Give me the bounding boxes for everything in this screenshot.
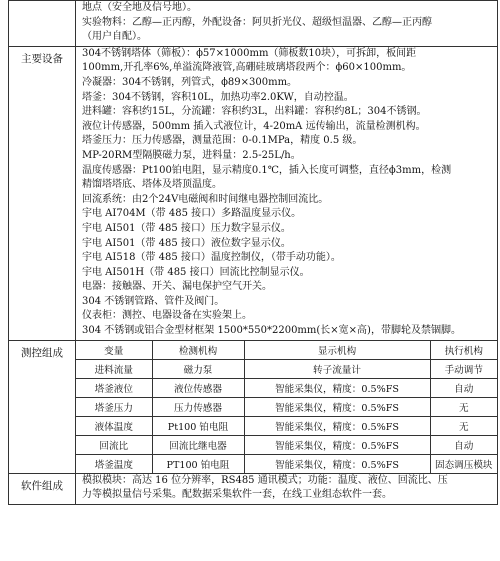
table-cell: 智能采集仪，精度：0.5%FS bbox=[244, 416, 430, 435]
table-cell: 自动 bbox=[430, 378, 497, 397]
software-line: 模拟模块：高达 16 位分辨率，RS485 通讯模式；功能：温度、液位、回流比、压 bbox=[82, 474, 448, 486]
table-cell: 液体温度 bbox=[76, 416, 152, 435]
equipment-line: 进料罐：容积约15L，分流罐：容积约3L，出料罐：容积约8L；304不锈钢。 bbox=[82, 106, 427, 118]
equipment-line: 宇电 AI501H（带 485 接口）回流比控制显示仪。 bbox=[82, 266, 310, 278]
equipment-line: 宇电 AI501（带 485 接口）压力数字显示仪。 bbox=[82, 222, 291, 234]
equipment-line: 宇电 AI501（带 485 接口）液位数字显示仪。 bbox=[82, 237, 291, 249]
top-row-label bbox=[9, 1, 76, 47]
software-text bbox=[76, 473, 498, 504]
table-cell: 智能采集仪，精度：0.5%FS bbox=[244, 454, 430, 473]
equipment-label: 主要设备 bbox=[9, 46, 76, 340]
table-cell: PT100 铂电阻 bbox=[152, 454, 244, 473]
equipment-line: 304 不锈钢或铝合金型材框架 1500*550*2200mm(长×宽×高)，带脚轮及禁锢脚。 bbox=[82, 325, 461, 337]
column-header: 执行机构 bbox=[430, 341, 497, 360]
table-cell: Pt100 铂电阻 bbox=[152, 416, 244, 435]
table-row bbox=[76, 359, 497, 378]
table-row bbox=[76, 397, 497, 416]
table-cell: 塔釜压力 bbox=[76, 397, 152, 416]
table-cell: 液位传感器 bbox=[152, 378, 244, 397]
column-header: 显示机构 bbox=[244, 341, 430, 360]
text-line: 地点（安全地及信号地）。 bbox=[82, 2, 197, 13]
table-row bbox=[76, 454, 497, 473]
column-header: 检测机构 bbox=[152, 341, 244, 360]
measurement-row bbox=[9, 340, 498, 473]
text-line: 实验物料：乙醇—正丙醇，外配设备：阿贝折光仪、超级恒温器、乙醇—正丙醇 bbox=[82, 16, 432, 28]
table-cell: 进料流量 bbox=[76, 359, 152, 378]
spec-table bbox=[8, 0, 498, 505]
equipment-line: 塔釜压力：压力传感器，测量范围：0-0.1MPa，精度 0.5 级。 bbox=[82, 135, 363, 147]
equipment-line: 电器：接触器、开关、漏电保护空气开关。 bbox=[82, 281, 272, 293]
equipment-line: 液位计传感器，500mm 插入式液位计，4-20mA 远传输出，流量检测机构。 bbox=[82, 120, 426, 132]
table-cell: 自动 bbox=[430, 435, 497, 454]
table-row bbox=[76, 435, 497, 454]
equipment-row bbox=[9, 46, 498, 340]
table-cell: 无 bbox=[430, 397, 497, 416]
equipment-line: 仪表柜：测控、电器设备在实验架上。 bbox=[82, 310, 252, 322]
top-block bbox=[76, 1, 498, 47]
measurement-header-row bbox=[76, 341, 497, 360]
table-row bbox=[76, 416, 497, 435]
equipment-list bbox=[76, 46, 498, 340]
equipment-line: 宇电 AI704M（带 485 接口）多路温度显示仪。 bbox=[82, 208, 302, 220]
table-cell: 转子流量计 bbox=[244, 359, 430, 378]
table-cell: 磁力泵 bbox=[152, 359, 244, 378]
measurement-table bbox=[76, 341, 497, 473]
text-line: （用户自配）。 bbox=[82, 31, 147, 43]
software-row bbox=[9, 473, 498, 504]
table-cell: 智能采集仪，精度：0.5%FS bbox=[244, 397, 430, 416]
table-cell: 无 bbox=[430, 416, 497, 435]
equipment-line: 塔釜：304不锈钢，容积10L，加热功率2.0KW，自动控温。 bbox=[82, 91, 354, 103]
equipment-line: 304不锈钢塔体（筛板）：ϕ57×1000mm（筛板数10块），可拆卸，板间距 bbox=[82, 47, 417, 59]
equipment-line: 精馏塔塔底、塔体及塔顶温度。 bbox=[82, 179, 222, 191]
table-cell: 塔釜温度 bbox=[76, 454, 152, 473]
top-row bbox=[9, 1, 498, 47]
table-cell: 固态调压模块 bbox=[430, 454, 497, 473]
column-header: 变量 bbox=[76, 341, 152, 360]
measurement-label: 测控组成 bbox=[9, 340, 76, 473]
software-label: 软件组成 bbox=[9, 473, 76, 504]
table-cell: 回流比 bbox=[76, 435, 152, 454]
equipment-line: 宇电 AI518（带 485 接口）温度控制仪，（带手动功能）。 bbox=[82, 252, 341, 264]
equipment-line: 回流系统：由2个24V电磁阀和时间继电器控制回流比。 bbox=[82, 193, 329, 205]
table-cell: 智能采集仪，精度：0.5%FS bbox=[244, 378, 430, 397]
table-cell: 回流比继电器 bbox=[152, 435, 244, 454]
equipment-line: 304 不锈钢管路、管件及阀门。 bbox=[82, 295, 225, 307]
equipment-line: 温度传感器：Pt100铂电阻，显示精度0.1℃，插入长度可调整，直径ϕ3mm，检测 bbox=[82, 164, 452, 176]
table-row bbox=[76, 378, 497, 397]
software-line: 力等模拟量信号采集。配数据采集软件一套，在线工业组态软件一套。 bbox=[82, 489, 392, 501]
table-cell: 压力传感器 bbox=[152, 397, 244, 416]
measurement-cell bbox=[76, 340, 498, 473]
equipment-line: 冷凝器：304不锈钢，列管式，ϕ89×300mm。 bbox=[82, 76, 298, 88]
equipment-line: MP-20RM型隔膜磁力泵，进料量：2.5-25L/h。 bbox=[82, 149, 301, 161]
table-cell: 手动调节 bbox=[430, 359, 497, 378]
table-cell: 智能采集仪，精度：0.5%FS bbox=[244, 435, 430, 454]
equipment-line: 100mm,开孔率6%,单溢流降液管,高硼硅玻璃塔段两个：ϕ60×100mm。 bbox=[82, 62, 412, 74]
table-cell: 塔釜液位 bbox=[76, 378, 152, 397]
